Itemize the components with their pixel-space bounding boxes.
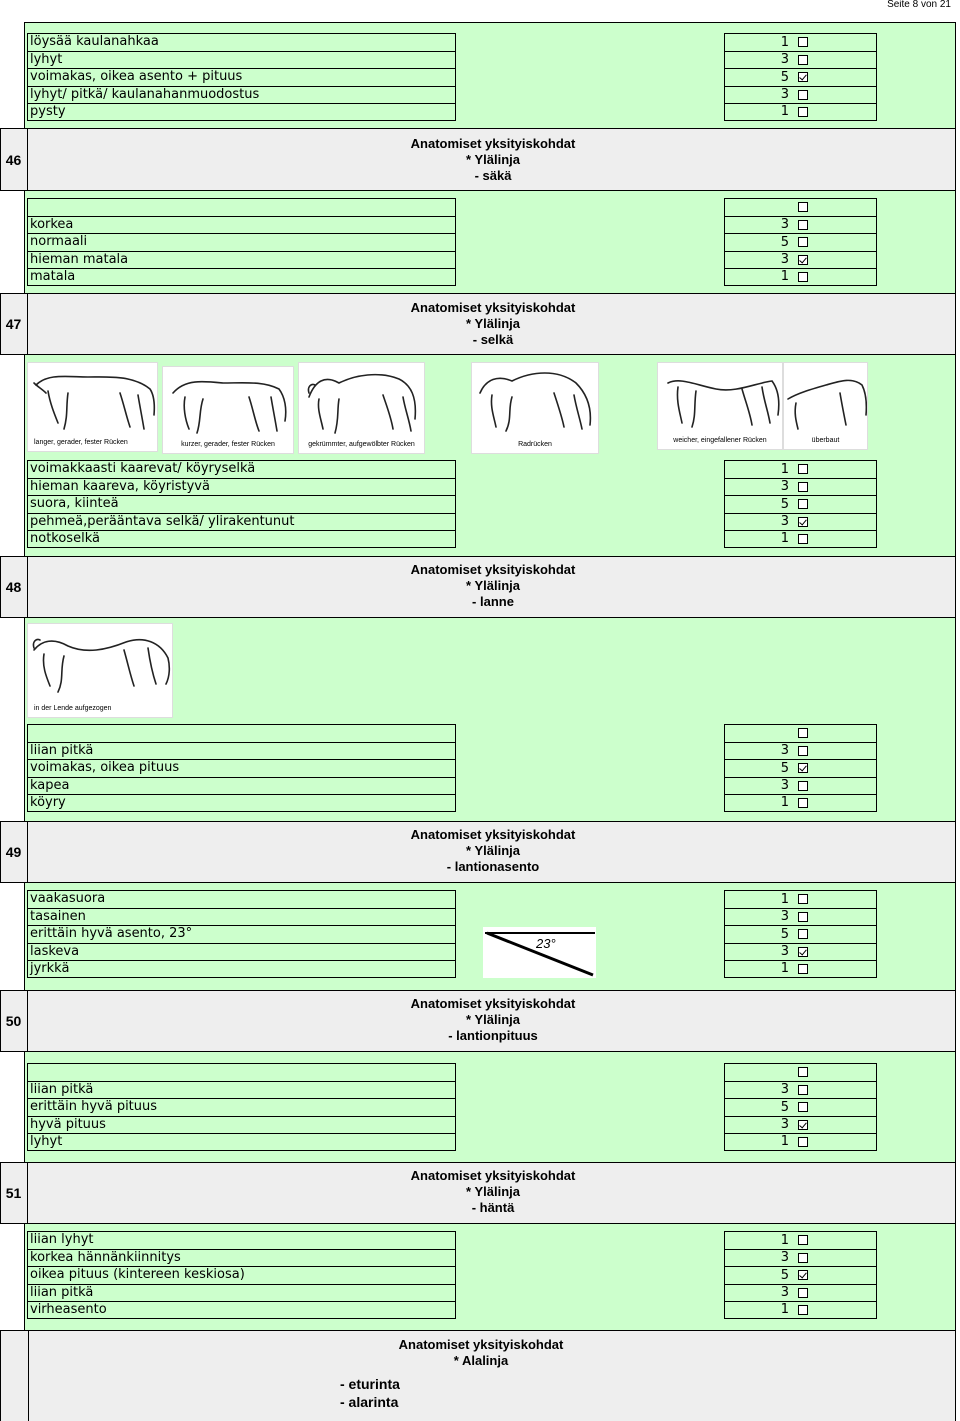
score-value: 5 <box>780 234 789 250</box>
score-row <box>724 777 877 795</box>
score-checkbox[interactable] <box>798 1305 808 1315</box>
heading-line: Anatomiset yksityiskohdat <box>410 996 576 1011</box>
score-checkbox[interactable] <box>798 482 808 492</box>
number-column-line <box>28 1331 29 1421</box>
option-row: liian lyhyt <box>27 1231 456 1249</box>
score-value: 1 <box>780 1134 789 1150</box>
score-checkbox[interactable] <box>798 220 808 230</box>
heading-line: Anatomiset yksityiskohdat <box>410 1168 576 1183</box>
score-row <box>724 908 877 926</box>
option-row: liian pitkä <box>27 1284 456 1302</box>
score-row <box>724 925 877 943</box>
heading-line: * Ylälinja <box>466 1184 520 1199</box>
score-checkbox[interactable] <box>798 90 808 100</box>
option-row: oikea pituus (kintereen keskiosa) <box>27 1266 456 1284</box>
score-value: 3 <box>780 778 789 794</box>
option-row: pysty <box>27 103 456 121</box>
option-row: hieman kaareva, köyristyvä <box>27 478 456 496</box>
heading-line: * Ylälinja <box>466 152 520 167</box>
score-row <box>724 198 877 216</box>
score-value: 3 <box>780 479 789 495</box>
score-row <box>724 478 877 496</box>
image-caption: in der Lende aufgezogen <box>34 705 112 712</box>
score-value: 3 <box>780 1250 789 1266</box>
score-list <box>724 460 877 548</box>
score-value: 1 <box>780 34 789 50</box>
heading-line: - lanne <box>472 594 514 609</box>
option-row: lyhyt/ pitkä/ kaulanahanmuodostus <box>27 86 456 104</box>
option-row: liian pitkä <box>27 742 456 760</box>
score-list <box>724 198 877 286</box>
score-row <box>724 794 877 812</box>
options-list <box>27 1063 456 1151</box>
heading-line: * Ylälinja <box>466 578 520 593</box>
section-heading <box>290 1337 672 1369</box>
score-value: 1 <box>780 461 789 477</box>
option-row: erittäin hyvä pituus <box>27 1098 456 1116</box>
options-list <box>27 1231 456 1319</box>
frame-left-line <box>24 355 25 556</box>
score-checkbox[interactable] <box>798 1253 808 1263</box>
score-value: 1 <box>780 1232 789 1248</box>
score-row <box>724 960 877 978</box>
options-list <box>27 724 456 812</box>
score-row <box>724 86 877 104</box>
heading-line: Anatomiset yksityiskohdat <box>410 300 576 315</box>
page-number-label: Seite 8 von 21 <box>887 0 951 10</box>
option-row: korkea hännänkiinnitys <box>27 1249 456 1267</box>
score-value: 3 <box>780 87 789 103</box>
score-row <box>724 1284 877 1302</box>
score-list <box>724 33 877 121</box>
score-checkbox[interactable] <box>798 798 808 808</box>
option-row: kapea <box>27 777 456 795</box>
option-row: notkoselkä <box>27 530 456 548</box>
score-row <box>724 460 877 478</box>
score-value: 3 <box>780 743 789 759</box>
score-checkbox[interactable] <box>798 237 808 247</box>
section-heading <box>300 996 686 1044</box>
section-heading <box>300 300 686 348</box>
section-heading <box>300 827 686 875</box>
score-row <box>724 103 877 121</box>
image-caption: langer, gerader, fester Rücken <box>34 439 128 446</box>
frame-left-line <box>0 293 1 355</box>
section-heading <box>300 136 686 184</box>
frame-left-line <box>0 1330 1 1421</box>
score-row <box>724 1063 877 1081</box>
score-value: 3 <box>780 909 789 925</box>
score-row <box>724 759 877 777</box>
score-checkbox-checked[interactable] <box>798 763 808 773</box>
option-row: pehmeä,perääntava selkä/ ylirakentunut <box>27 513 456 531</box>
frame-left-line <box>0 128 1 191</box>
heading-line: * Ylälinja <box>466 316 520 331</box>
heading-line: - selkä <box>472 332 514 347</box>
score-value: 5 <box>780 496 789 512</box>
score-row <box>724 495 877 513</box>
section-number: 51 <box>0 1163 28 1223</box>
score-checkbox[interactable] <box>798 1288 808 1298</box>
option-row: vaakasuora <box>27 890 456 908</box>
option-row <box>27 198 456 216</box>
option-row: korkea <box>27 216 456 234</box>
heading-line: * Ylälinja <box>466 1012 520 1027</box>
image-caption: Radrücken <box>518 441 552 448</box>
heading-line: - lantionasento <box>446 859 540 874</box>
back-illustration-image <box>298 362 425 454</box>
score-checkbox[interactable] <box>798 1137 808 1147</box>
frame-left-line <box>0 556 1 618</box>
score-checkbox[interactable] <box>798 272 808 282</box>
heading-line: Anatomiset yksityiskohdat <box>410 827 576 842</box>
section-number: 50 <box>0 991 28 1051</box>
options-list <box>27 198 456 286</box>
score-row <box>724 513 877 531</box>
score-row <box>724 1301 877 1319</box>
score-row <box>724 268 877 286</box>
score-row <box>724 1116 877 1134</box>
subheading-line: - eturinta <box>340 1376 400 1392</box>
score-checkbox[interactable] <box>798 929 808 939</box>
option-row <box>27 1063 456 1081</box>
section-number: 46 <box>0 129 28 190</box>
image-caption: gekrümmter, aufgewölbter Rücken <box>308 441 415 448</box>
score-value: 3 <box>780 52 789 68</box>
score-value: 3 <box>780 1285 789 1301</box>
score-row <box>724 68 877 86</box>
option-row: hieman matala <box>27 251 456 269</box>
heading-line: Anatomiset yksityiskohdat <box>398 1337 564 1352</box>
score-row <box>724 1249 877 1267</box>
heading-line: * Alalinja <box>453 1353 509 1368</box>
back-illustration-image <box>162 366 294 454</box>
score-row <box>724 1266 877 1284</box>
score-value: 1 <box>780 531 789 547</box>
frame-left-line <box>0 1162 1 1224</box>
score-row <box>724 33 877 51</box>
frame-left-line <box>24 22 25 128</box>
score-checkbox[interactable] <box>798 964 808 974</box>
score-checkbox[interactable] <box>798 55 808 65</box>
loin-illustration-image <box>27 623 173 718</box>
heading-line: - lantionpituus <box>448 1028 538 1043</box>
back-illustration-image <box>471 362 599 454</box>
frame-left-line <box>24 191 25 293</box>
score-row <box>724 1231 877 1249</box>
option-row: jyrkkä <box>27 960 456 978</box>
section-number: 49 <box>0 822 28 882</box>
score-row <box>724 943 877 961</box>
section-subheading <box>340 1375 420 1411</box>
option-row: tasainen <box>27 908 456 926</box>
score-checkbox-checked[interactable] <box>798 947 808 957</box>
option-row: hyvä pituus <box>27 1116 456 1134</box>
frame-left-line <box>24 1052 25 1162</box>
score-checkbox-checked[interactable] <box>798 72 808 82</box>
score-checkbox-checked[interactable] <box>798 1270 808 1280</box>
frame-left-line <box>0 821 1 883</box>
score-value: 3 <box>780 1117 789 1133</box>
frame-left-line <box>0 990 1 1052</box>
croup-angle-diagram <box>483 927 596 978</box>
score-value: 1 <box>780 269 789 285</box>
score-row <box>724 216 877 234</box>
score-row <box>724 530 877 548</box>
section-number: 47 <box>0 294 28 354</box>
score-checkbox-checked[interactable] <box>798 255 808 265</box>
score-checkbox[interactable] <box>798 728 808 738</box>
option-row: erittäin hyvä asento, 23° <box>27 925 456 943</box>
option-row: köyry <box>27 794 456 812</box>
score-checkbox-checked[interactable] <box>798 517 808 527</box>
option-row: matala <box>27 268 456 286</box>
score-list <box>724 890 877 978</box>
section-heading <box>300 1168 686 1216</box>
score-value: 5 <box>780 69 789 85</box>
image-caption: kurzer, gerader, fester Rücken <box>181 441 275 448</box>
frame-left-line <box>24 618 25 821</box>
image-caption: weicher, eingefallener Rücken <box>673 437 767 444</box>
score-checkbox[interactable] <box>798 534 808 544</box>
back-illustration-image <box>783 362 868 450</box>
heading-line: Anatomiset yksityiskohdat <box>410 562 576 577</box>
option-row: liian pitkä <box>27 1081 456 1099</box>
back-illustration-image <box>657 362 783 450</box>
image-caption: überbaut <box>811 437 840 444</box>
option-row: voimakkaasti kaarevat/ köyryselkä <box>27 460 456 478</box>
score-value: 1 <box>780 104 789 120</box>
score-checkbox[interactable] <box>798 912 808 922</box>
score-checkbox[interactable] <box>798 746 808 756</box>
heading-line: Anatomiset yksityiskohdat <box>410 136 576 151</box>
frame-right-line <box>955 22 956 1421</box>
score-value: 1 <box>780 1302 789 1318</box>
option-row: virheasento <box>27 1301 456 1319</box>
score-value: 3 <box>780 944 789 960</box>
score-checkbox-checked[interactable] <box>798 1120 808 1130</box>
score-row <box>724 742 877 760</box>
options-list <box>27 33 456 121</box>
options-list <box>27 460 456 548</box>
angle-label: 23° <box>536 936 556 951</box>
score-value: 3 <box>780 252 789 268</box>
score-row <box>724 1081 877 1099</box>
score-value: 5 <box>780 926 789 942</box>
score-checkbox[interactable] <box>798 37 808 47</box>
score-checkbox[interactable] <box>798 781 808 791</box>
score-value: 5 <box>780 1099 789 1115</box>
score-row <box>724 890 877 908</box>
score-checkbox[interactable] <box>798 499 808 509</box>
score-value: 5 <box>780 1267 789 1283</box>
score-row <box>724 724 877 742</box>
score-checkbox[interactable] <box>798 1235 808 1245</box>
score-row <box>724 1098 877 1116</box>
score-value: 3 <box>780 1082 789 1098</box>
back-illustration-image <box>27 362 158 452</box>
option-row: lyhyt <box>27 1133 456 1151</box>
score-row <box>724 251 877 269</box>
option-row: lyhyt <box>27 51 456 69</box>
option-row: normaali <box>27 233 456 251</box>
score-row <box>724 51 877 69</box>
score-list <box>724 724 877 812</box>
score-checkbox[interactable] <box>798 1102 808 1112</box>
section-heading <box>300 562 686 610</box>
score-checkbox[interactable] <box>798 1067 808 1077</box>
score-checkbox[interactable] <box>798 1085 808 1095</box>
option-row <box>27 724 456 742</box>
score-checkbox[interactable] <box>798 464 808 474</box>
score-list <box>724 1231 877 1319</box>
score-checkbox[interactable] <box>798 107 808 117</box>
score-row <box>724 233 877 251</box>
page-header <box>0 0 960 22</box>
heading-line: * Ylälinja <box>466 843 520 858</box>
score-list <box>724 1063 877 1151</box>
option-row: voimakas, oikea pituus <box>27 759 456 777</box>
frame-left-line <box>24 883 25 990</box>
frame-left-line <box>24 1224 25 1330</box>
option-row: laskeva <box>27 943 456 961</box>
score-value: 1 <box>780 961 789 977</box>
section-number: 48 <box>0 557 28 617</box>
score-checkbox[interactable] <box>798 202 808 212</box>
score-value: 3 <box>780 514 789 530</box>
option-row: voimakas, oikea asento + pituus <box>27 68 456 86</box>
option-row: löysää kaulanahkaa <box>27 33 456 51</box>
subheading-line: - alarinta <box>340 1394 399 1410</box>
score-value: 1 <box>780 891 789 907</box>
score-row <box>724 1133 877 1151</box>
score-value: 3 <box>780 217 789 233</box>
heading-line: - häntä <box>471 1200 515 1215</box>
options-list <box>27 890 456 978</box>
score-value: 5 <box>780 760 789 776</box>
heading-line: - säkä <box>474 168 512 183</box>
score-checkbox[interactable] <box>798 894 808 904</box>
score-value: 1 <box>780 795 789 811</box>
option-row: suora, kiinteä <box>27 495 456 513</box>
